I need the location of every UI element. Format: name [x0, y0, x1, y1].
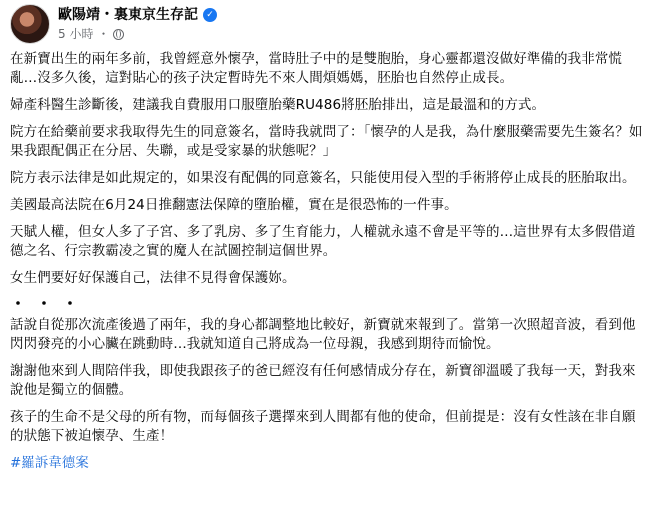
post-paragraph: 美國最高法院在6月24日推翻憲法保障的墮胎權，實在是很恐怖的一件事。	[10, 197, 458, 213]
post-paragraph: 女生們要好好保護自己，法律不見得會保護妳。	[10, 270, 296, 286]
post-paragraph: 謝謝他來到人間陪伴我，即使我跟孩子的爸已經沒有任何感情成分存在，新寶卻溫暖了我每一天，對我來說他是獨立的個體。	[10, 363, 636, 398]
post-paragraph: 院方表示法律是如此規定的，如果沒有配偶的同意簽名，只能使用侵入型的手術將停止成長的胚胎取出。	[10, 170, 636, 186]
post-header	[6, 0, 646, 50]
post-paragraph: 在新寶出生的兩年多前，我曾經意外懷孕，當時肚子中的是雙胞胎，身心靈都還沒做好準備的我非常慌亂…沒多久後，這對貼心的孩子決定暫時先不來人間煩媽媽，胚胎也自然停止成長。	[10, 51, 622, 86]
post-paragraph: 孩子的生命不是父母的所有物，而每個孩子選擇來到人間都有他的使命，但前提是：沒有女性該在非自願的狀態下被迫懷孕、生產！	[10, 409, 636, 444]
meta-separator: ・	[97, 27, 110, 41]
hashtag-link[interactable]: #羅訴韋德案	[10, 455, 89, 471]
author-avatar[interactable]	[10, 4, 50, 44]
post-paragraph: 婦產科醫生診斷後，建議我自費服用口服墮胎藥RU486將胚胎排出，這是最溫和的方式。	[10, 97, 546, 113]
post-paragraph: 話說自從那次流產後過了兩年，我的身心都調整地比較好，新寶就來報到了。當第一次照超音波，看到他閃閃發亮的小心臟在跳動時…我就知道自己將成為一位母親，我感到期待而愉悅。	[10, 317, 636, 352]
post-body	[6, 50, 646, 473]
globe-icon[interactable]	[113, 29, 124, 40]
author-name[interactable]: 歐陽靖・裏東京生存記	[58, 7, 198, 23]
post-meta	[58, 26, 217, 42]
section-divider: ・・・	[10, 294, 89, 313]
post-paragraph: 天賦人權，但女人多了子宮、多了乳房、多了生育能力，人權就永遠不會是平等的…這世界有太多假借道德之名、行宗教霸凌之實的魔人在試圖控制這個世界。	[10, 224, 636, 259]
post-timestamp[interactable]: 5 小時	[58, 27, 94, 41]
verified-badge-icon: ✓	[203, 8, 217, 22]
post-header-text	[58, 4, 217, 42]
author-row	[58, 6, 217, 24]
post-paragraph: 院方在給藥前要求我取得先生的同意簽名，當時我就問了：「懷孕的人是我，為什麼服藥需要先生簽名？如果我跟配偶正在分居、失聯，或是受家暴的狀態呢？」	[10, 124, 643, 159]
